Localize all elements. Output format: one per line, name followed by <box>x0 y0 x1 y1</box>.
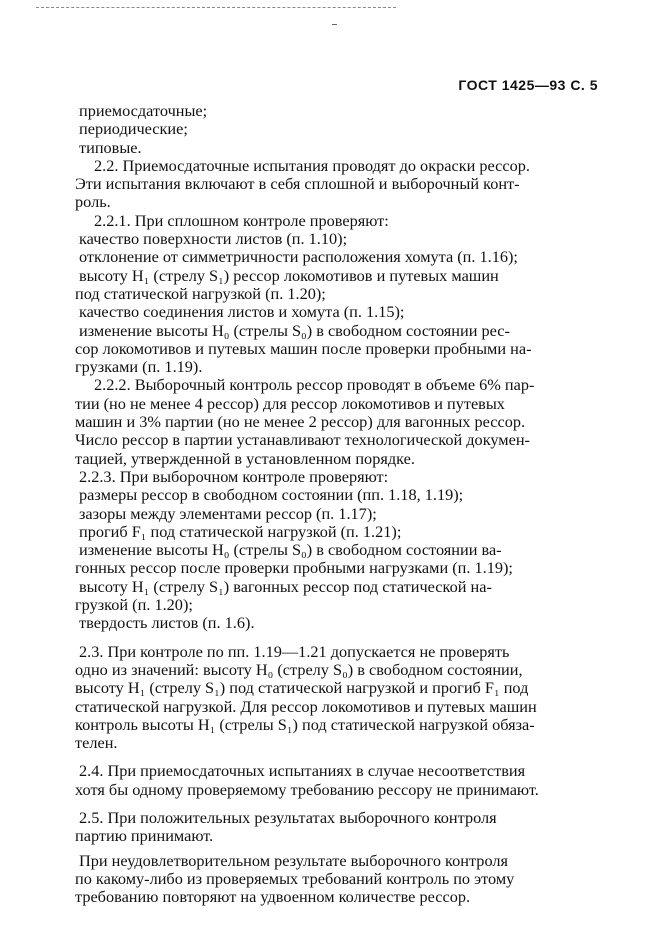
standard-number: ГОСТ 1425—93 <box>458 77 566 93</box>
text-line: одно из значений: высоту H₀ (стрелу S₀) в свободном состоянии, <box>75 659 523 679</box>
text-line: твердость листов (п. 1.6). <box>79 613 255 633</box>
text-line: сор локомотивов и путевых машин после проверки пробными на- <box>75 338 532 358</box>
scan-artifact-line <box>36 7 396 9</box>
text-line: по какому-либо из проверяемых требований контроль по этому <box>75 868 515 888</box>
text-line: требованию повторяют на удвоенном количестве рессор. <box>75 887 471 907</box>
text-line: изменение высоты H₀ (стрелы S₀) в свободном состоянии ва- <box>79 540 502 560</box>
text-line: роль. <box>75 192 111 212</box>
text-line: контроль высоты H₁ (стрелы S₁) под статической нагрузкой обяза- <box>75 714 535 734</box>
section-2-3-line: 2.3. При контроле по пп. 1.19—1.21 допускается не проверять <box>79 641 510 661</box>
text-line: качество поверхности листов (п. 1.10); <box>79 229 348 249</box>
text-line: высоту H₁ (стрелу S₁) вагонных рессор под статической на- <box>79 576 492 596</box>
text-line: При неудовлетворительном результате выборочного контроля <box>79 850 508 870</box>
text-line: типовые. <box>79 137 142 157</box>
page-header <box>458 77 598 93</box>
text-line: партию принимают. <box>75 826 214 846</box>
section-2-5-line: 2.5. При положительных результатах выборочного контроля <box>79 807 497 827</box>
text-line: Число рессор в партии устанавливают технологической докумен- <box>75 430 530 450</box>
section-2-2-1-line: 2.2.1. При сплошном контроле проверяют: <box>94 210 389 230</box>
section-2-2-line: 2.2. Приемосдаточные испытания проводят до окраски рессор. <box>94 155 530 175</box>
scan-artifact-mark <box>332 24 337 25</box>
text-line: изменение высоты H₀ (стрелы S₀) в свободном состоянии рес- <box>79 320 510 340</box>
text-line: периодические; <box>79 119 188 139</box>
text-line: прогиб F₁ под статической нагрузкой (п. 1.21); <box>79 521 402 541</box>
text-line: тацией, утвержденной в установленном порядке. <box>75 448 415 468</box>
section-2-2-3-line: 2.2.3. При выборочном контроле проверяют: <box>79 466 389 486</box>
text-line: статической нагрузкой. Для рессор локомотивов и путевых машин <box>75 696 537 716</box>
page-number: С. 5 <box>570 77 598 93</box>
text-line: грузкой (п. 1.20); <box>75 595 193 615</box>
text-line: качество соединения листов и хомута (п. 1.15); <box>79 302 405 322</box>
document-body <box>75 101 596 907</box>
text-line: Эти испытания включают в себя сплошной и выборочный конт- <box>75 174 520 194</box>
text-line: машин и 3% партии (но не менее 2 рессор) для вагонных рессор. <box>75 412 526 432</box>
text-line: размеры рессор в свободном состоянии (пп. 1.18, 1.19); <box>79 485 464 505</box>
text-line: хотя бы одному проверяемому требованию рессору не принимают. <box>75 779 539 799</box>
section-2-2-2-line: 2.2.2. Выборочный контроль рессор проводят в объеме 6% пар- <box>94 375 535 395</box>
text-line: высоту H₁ (стрелу S₁) рессор локомотивов и путевых машин <box>79 265 499 285</box>
text-line: гонных рессор после проверки пробными нагрузками (п. 1.19); <box>75 558 513 578</box>
text-line: зазоры между элементами рессор (п. 1.17); <box>79 503 377 523</box>
text-line: под статической нагрузкой (п. 1.20); <box>75 283 326 303</box>
section-2-4-line: 2.4. При приемосдаточных испытаниях в случае несоответствия <box>79 761 526 781</box>
text-line: тии (но не менее 4 рессор) для рессор локомотивов и путевых <box>75 393 505 413</box>
text-line: телен. <box>75 733 118 753</box>
text-line: приемосдаточные; <box>79 101 208 120</box>
text-line: высоту H₁ (стрелу S₁) под статической нагрузкой и прогиб F₁ под <box>75 678 529 698</box>
text-line: грузками (п. 1.19). <box>75 357 203 377</box>
text-line: отклонение от симметричности расположения хомута (п. 1.16); <box>79 247 518 267</box>
